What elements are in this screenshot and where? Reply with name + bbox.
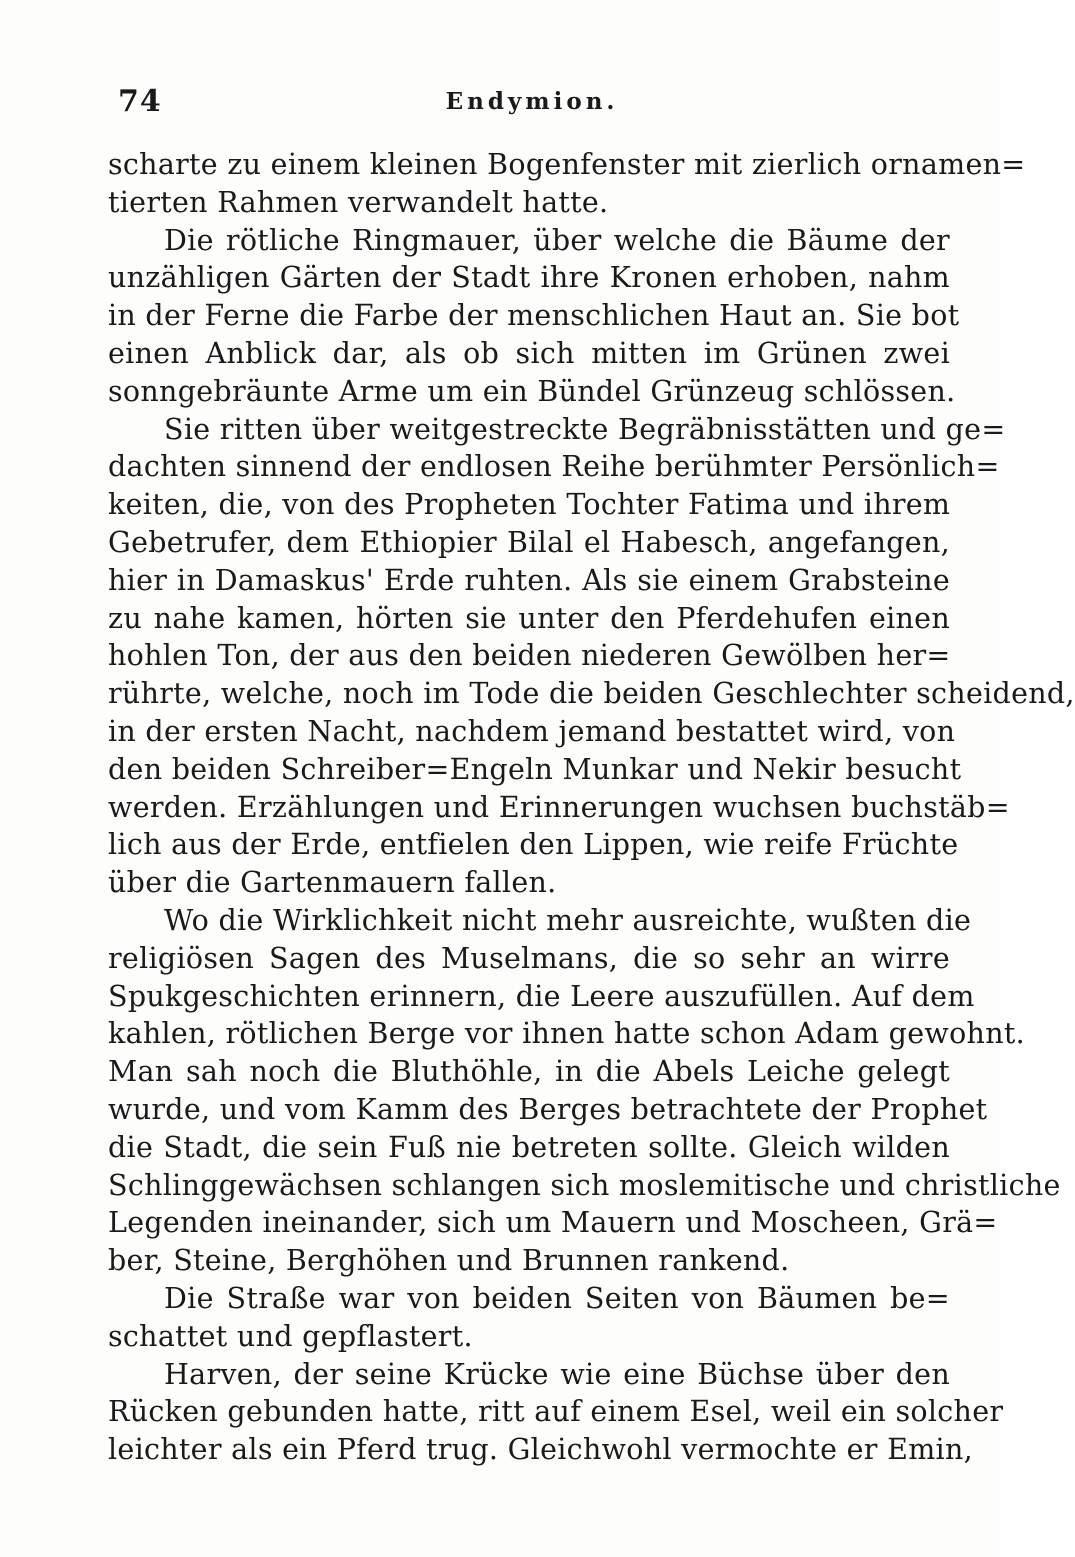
text-line: Man sah noch die Bluthöhle, in die Abels Leiche gelegt xyxy=(108,1055,950,1089)
text-line: den beiden Schreiber=Engeln Munkar und Nekir besucht xyxy=(108,752,962,786)
text-line: ber, Steine, Berghöhen und Brunnen rankend. xyxy=(108,1244,790,1278)
text-line: Legenden ineinander, sich um Mauern und Moscheen, Grä= xyxy=(108,1206,998,1240)
text-line: lich aus der Erde, entfielen den Lippen, wie reife Früchte xyxy=(108,828,959,862)
text-line: keiten, die, von des Propheten Tochter Fatima und ihrem xyxy=(108,488,951,522)
text-line: unzähligen Gärten der Stadt ihre Kronen erhoben, nahm xyxy=(108,261,950,295)
text-line: Spukgeschichten erinnern, die Leere auszufüllen. Auf dem xyxy=(108,979,975,1013)
text-line: hier in Damaskus' Erde ruhten. Als sie einem Grabsteine xyxy=(108,563,950,597)
text-line: Die Straße war von beiden Seiten von Bäumen be= xyxy=(164,1281,950,1315)
text-line: wurde, und vom Kamm des Berges betrachtete der Prophet xyxy=(108,1092,988,1126)
text-line: werden. Erzählungen und Erinnerungen wuchsen buchstäb= xyxy=(108,790,1010,824)
page-number: 74 xyxy=(118,84,162,119)
text-line: Sie ritten über weitgestreckte Begräbnisstätten und ge= xyxy=(164,412,1006,446)
running-head: Endymion. xyxy=(445,88,619,115)
text-line: über die Gartenmauern fallen. xyxy=(108,866,557,900)
text-line: hohlen Ton, der aus den beiden niederen Gewölben her= xyxy=(108,639,951,673)
text-line: tierten Rahmen verwandelt hatte. xyxy=(108,185,609,219)
text-line: einen Anblick dar, als ob sich mitten im Grünen zwei xyxy=(108,336,950,370)
text-line: Die rötliche Ringmauer, über welche die Bäume der xyxy=(164,223,950,257)
text-line: in der ersten Nacht, nachdem jemand bestattet wird, von xyxy=(108,714,956,748)
text-line: rührte, welche, noch im Tode die beiden Geschlechter scheidend, xyxy=(108,677,1075,711)
text-line: dachten sinnend der endlosen Reihe berühmter Persönlich= xyxy=(108,450,1000,484)
text-line: die Stadt, die sein Fuß nie betreten sollte. Gleich wilden xyxy=(108,1130,950,1164)
text-line: Schlinggewächsen schlangen sich moslemitische und christliche xyxy=(108,1168,1061,1202)
text-line: Wo die Wirklichkeit nicht mehr ausreichte, wußten die xyxy=(164,903,972,937)
text-line: Rücken gebunden hatte, ritt auf einem Esel, weil ein solcher xyxy=(108,1395,1004,1429)
text-line: schattet und gepflastert. xyxy=(108,1319,473,1353)
text-line: kahlen, rötlichen Berge vor ihnen hatte schon Adam gewohnt. xyxy=(108,1017,1025,1051)
text-line: leichter als ein Pferd trug. Gleichwohl vermochte er Emin, xyxy=(108,1433,973,1467)
body-text xyxy=(108,146,1075,1469)
text-line: in der Ferne die Farbe der menschlichen Haut an. Sie bot xyxy=(108,299,960,333)
text-line: sonngebräunte Arme um ein Bündel Grünzeug schlössen. xyxy=(108,374,956,408)
text-line: Gebetrufer, dem Ethiopier Bilal el Habesch, angefangen, xyxy=(108,525,950,559)
text-line: zu nahe kamen, hörten sie unter den Pferdehufen einen xyxy=(108,601,950,635)
text-line: religiösen Sagen des Muselmans, die so sehr an wirre xyxy=(108,941,950,975)
text-line: scharte zu einem kleinen Bogenfenster mit zierlich ornamen= xyxy=(108,148,1026,181)
text-line: Harven, der seine Krücke wie eine Büchse über den xyxy=(164,1357,950,1391)
page-header xyxy=(112,84,952,128)
